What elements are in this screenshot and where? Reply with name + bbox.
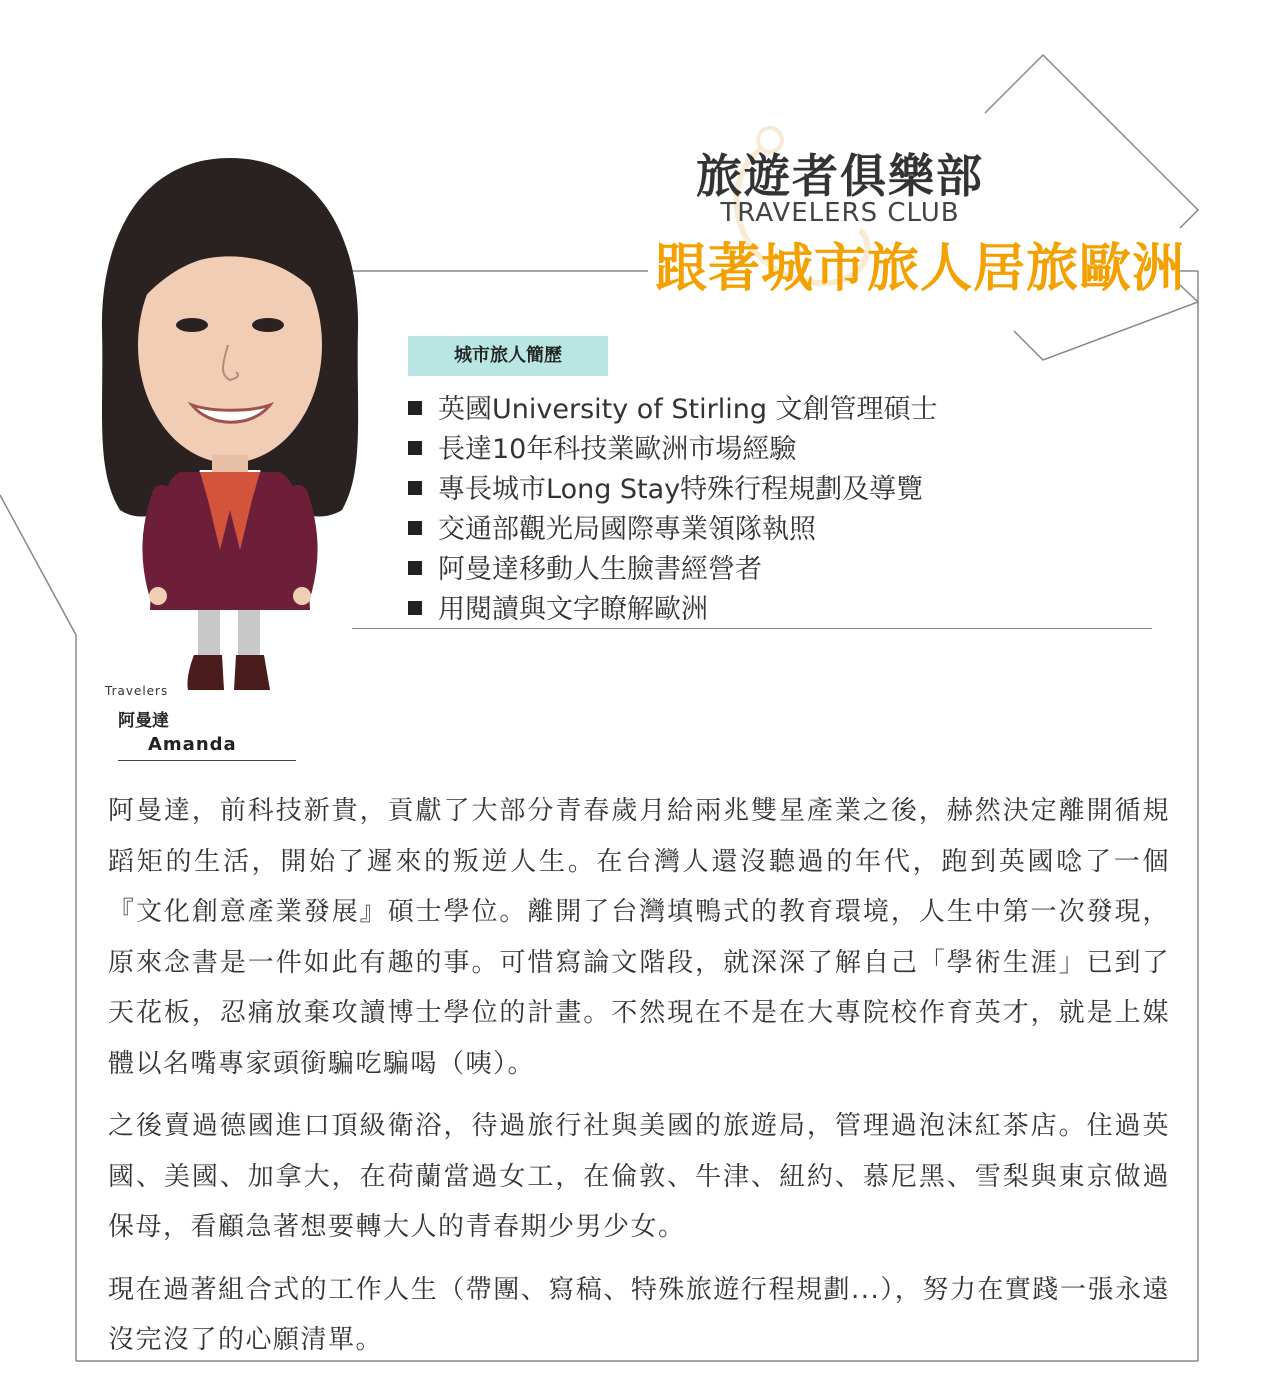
credentials-divider (352, 628, 1152, 629)
square-bullet-icon (408, 441, 422, 455)
credentials-list (408, 390, 1108, 630)
credential-text: 交通部觀光局國際專業領隊執照 (438, 514, 816, 545)
list-item (408, 550, 1108, 590)
square-bullet-icon (408, 601, 422, 615)
bio-paragraph: 現在過著組合式的工作人生（帶團、寫稿、特殊旅遊行程規劃...），努力在實踐一張永遠沒完沒了的心願清單。 (108, 1274, 1170, 1355)
list-item (408, 390, 1108, 430)
caption-divider (118, 760, 296, 761)
list-item (408, 590, 1108, 630)
bio-section (108, 786, 1170, 1378)
credential-text: 專長城市Long Stay特殊行程規劃及導覽 (438, 474, 924, 505)
caption-name-cn: 阿曼達 (118, 711, 169, 731)
square-bullet-icon (408, 401, 422, 415)
list-item (408, 470, 1108, 510)
credential-text: 阿曼達移動人生臉書經營者 (438, 554, 762, 585)
bio-paragraph: 之後賣過德國進口頂級衛浴，待過旅行社與美國的旅遊局，管理過泡沫紅茶店。住過英國、美國、加拿大，在荷蘭當過女工，在倫敦、牛津、紐約、慕尼黑、雪梨與東京做過保母，看顧急著想要轉大人的青春期少男少女。 (108, 1111, 1170, 1242)
credential-text: 長達10年科技業歐洲市場經驗 (438, 434, 797, 465)
credential-text: 英國University of Stirling 文創管理碩士 (438, 394, 938, 425)
square-bullet-icon (408, 521, 422, 535)
column-title: 跟著城市旅人居旅歐洲 (654, 239, 1185, 299)
credential-text: 用閱讀與文字瞭解歐洲 (438, 594, 708, 625)
list-item (408, 430, 1108, 470)
list-item (408, 510, 1108, 550)
traveler-avatar-illustration (80, 150, 380, 710)
club-subtitle: TRAVELERS CLUB (720, 198, 960, 228)
club-title: 旅遊者俱樂部 (696, 149, 984, 203)
caption-name-en: Amanda (148, 734, 237, 755)
profile-tag: 城市旅人簡歷 (408, 336, 608, 376)
caption-travelers: Travelers (105, 684, 169, 698)
bio-paragraph: 阿曼達，前科技新貴，貢獻了大部分青春歲月給兩兆雙星產業之後，赫然決定離開循規蹈矩的生活，開始了遲來的叛逆人生。在台灣人還沒聽過的年代，跑到英國唸了一個『文化創意產業發展』碩士學位。離開了台灣填鴨式的教育環境，人生中第一次發現，原來念書是一件如此有趣的事。可惜寫論文階段，就深深了解自己「學術生涯」已到了天花板，忍痛放棄攻讀博士學位的計畫。不然現在不是在大專院校作育英才，就是上媒體以名嘴專家頭銜騙吃騙喝（咦）。 (108, 796, 1170, 1079)
square-bullet-icon (408, 561, 422, 575)
square-bullet-icon (408, 481, 422, 495)
